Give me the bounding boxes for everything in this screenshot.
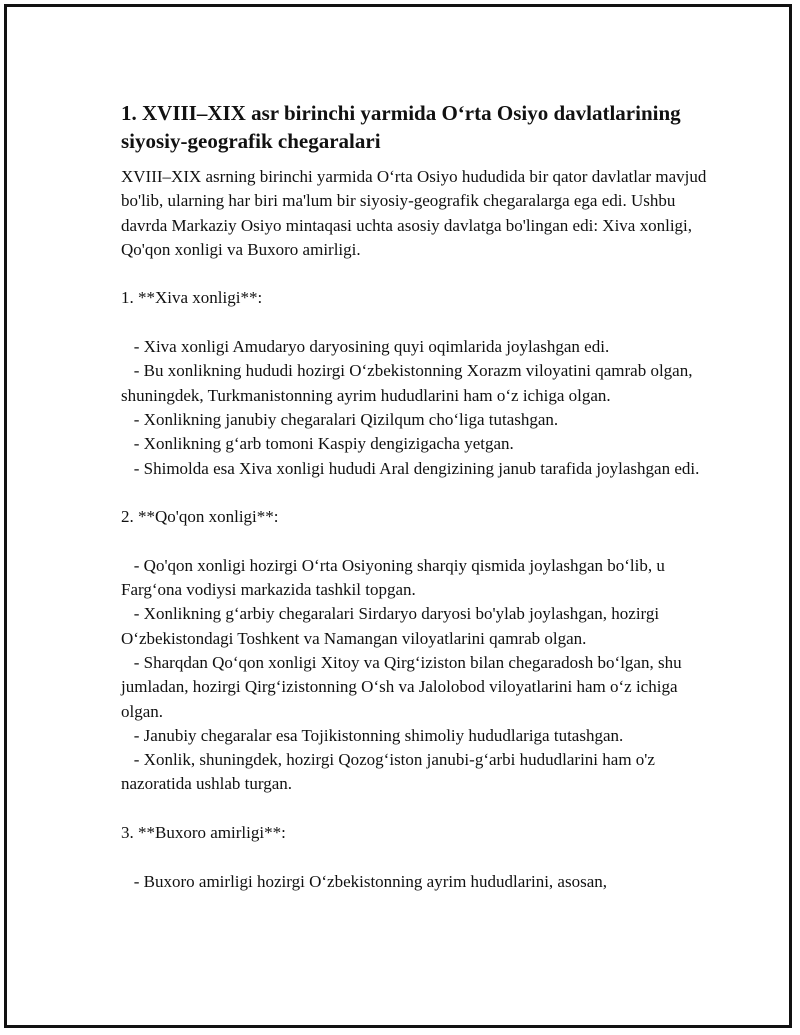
list-item: - Xonlikning g‘arbiy chegaralari Sirdaryo daryosi bo'ylab joylashgan, hozirgi O‘zbekistondagi Toshkent va Namangan viloyatlarini qamrab olgan. — [121, 604, 660, 648]
list-item: - Bu xonlikning hududi hozirgi O‘zbekistonning Xorazm viloyatini qamrab olgan, shuningdek, Turkmanistonning ayrim hududlarini ham o‘z ichiga olgan. — [121, 361, 693, 405]
list-item: - Xonlikning g‘arb tomoni Kaspiy dengizigacha yetgan. — [121, 434, 514, 454]
list-item: - Shimolda esa Xiva xonligi hududi Aral dengizining janub tarafida joylashgan edi. — [121, 458, 700, 478]
list-item: - Janubiy chegaralar esa Tojikistonning shimoliy hududlariga tutashgan. — [121, 725, 624, 745]
list-item: - Sharqdan Qo‘qon xonligi Xitoy va Qirg‘iziston bilan chegaradosh bo‘lgan, shu jumladan, hozirgi Qirg‘izistonning O‘sh va Jalolobod viloyatlarini ham o‘z ichiga olgan. — [121, 652, 682, 721]
list-item: - Qo'qon xonligi hozirgi O‘rta Osiyoning sharqiy qismida joylashgan bo‘lib, u Farg‘ona vodiysi markazida tashkil topgan. — [121, 555, 665, 600]
section-heading-qoqon: 2. **Qo'qon xonligi**: — [121, 507, 279, 527]
list-item: - Xonlik, shuningdek, hozirgi Qozog‘iston janubi-g‘arbi hududlarini ham o'z nazoratida ushlab turgan. — [121, 750, 655, 794]
list-item: - Xonlikning janubiy chegaralari Qizilqum cho‘liga tutashgan. — [121, 409, 559, 429]
section-heading-xiva: 1. **Xiva xonligi**: — [121, 288, 263, 308]
document-body — [121, 99, 711, 894]
section-heading-buxoro: 3. **Buxoro amirligi**: — [121, 823, 286, 843]
document-title: 1. XVIII–XIX asr birinchi yarmida O‘rta Osiyo davlatlarining siyosiy-geografik chegaralari — [121, 101, 681, 153]
page-frame — [4, 4, 792, 1028]
list-item: - Xiva xonligi Amudaryo daryosining quyi oqimlarida joylashgan edi. — [121, 337, 610, 357]
intro-paragraph: XVIII–XIX asrning birinchi yarmida O‘rta Osiyo hududida bir qator davlatlar mavjud bo'lib, ularning har biri ma'lum bir siyosiy-geografik chegaralarga ega edi. Ushbu davrda Markaziy Osiyo mintaqasi uchta asosiy davlatga bo'lingan edi: Xiva xonligi, Qo'qon xonligi va Buxoro amirligi. — [121, 167, 707, 259]
list-item: - Buxoro amirligi hozirgi O‘zbekistonning ayrim hududlarini, asosan, — [121, 871, 607, 891]
